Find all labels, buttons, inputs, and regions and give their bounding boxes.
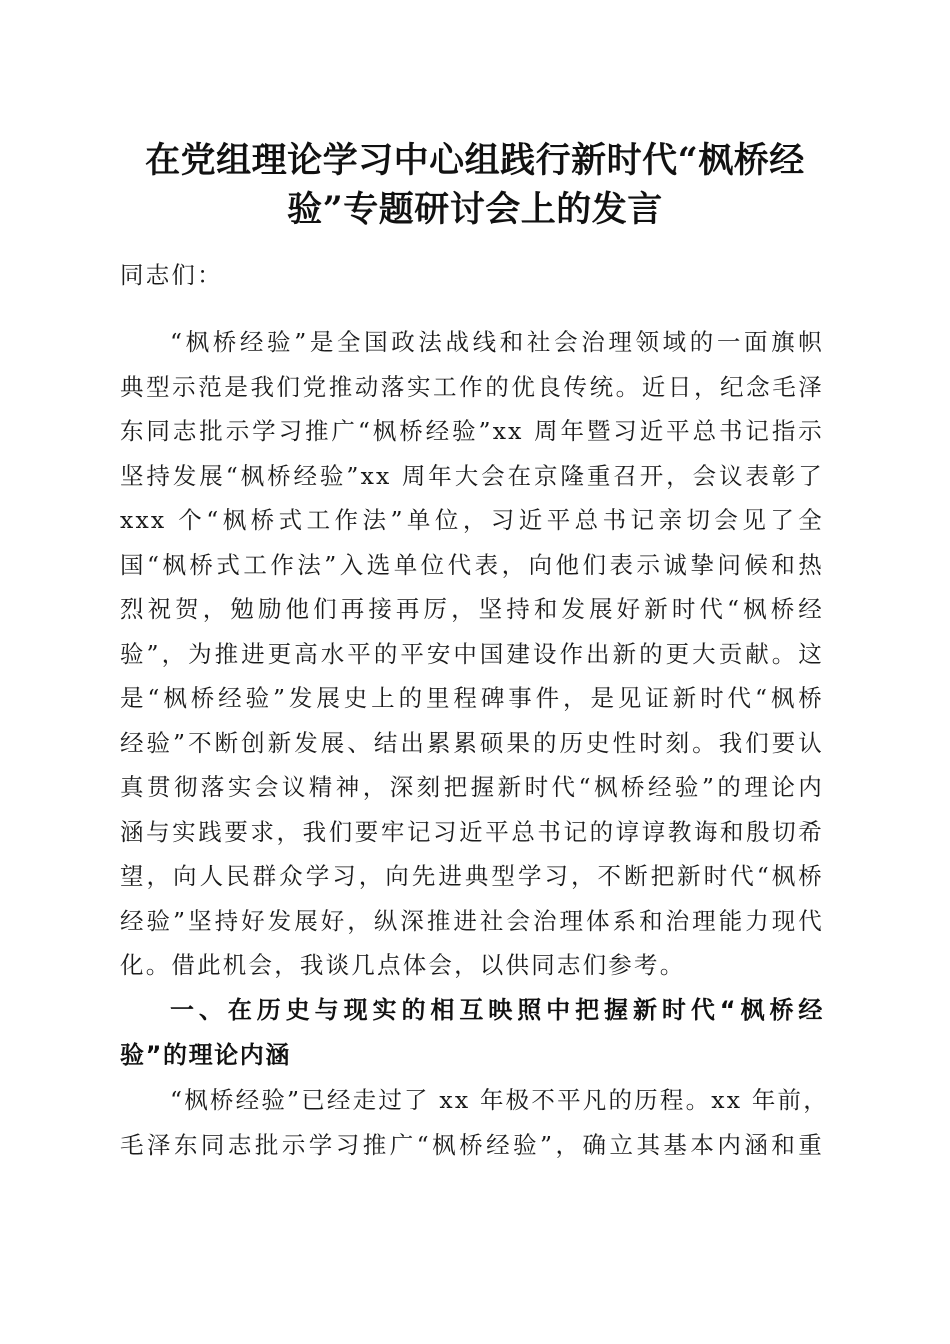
paragraph-line: 坚持发展“枫桥经验”xx 周年大会在京隆重召开，会议表彰了 xyxy=(120,461,824,490)
document-title xyxy=(110,136,840,234)
paragraph-line: 验”，为推进更高水平的平安中国建设作出新的更大贡献。这 xyxy=(120,639,824,668)
paragraph-line: xxx 个“枫桥式工作法”单位，习近平总书记亲切会见了全 xyxy=(120,506,824,534)
paragraph-line: 烈祝贺，勉励他们再接再厉，坚持和发展好新时代“枫桥经 xyxy=(120,595,824,623)
paragraph-section-1 xyxy=(120,1078,829,1167)
paragraph-line: 涵与实践要求，我们要牢记习近平总书记的谆谆教诲和殷切希 xyxy=(120,817,824,846)
heading-line: 一、在历史与现实的相互映照中把握新时代“枫桥经 xyxy=(170,996,824,1024)
paragraph-line: 化。借此机会，我谈几点体会，以供同志们参考。 xyxy=(120,951,686,979)
paragraph-line: “枫桥经验”已经走过了 xx 年极不平凡的历程。xx 年前， xyxy=(170,1086,829,1114)
salutation xyxy=(120,253,824,298)
paragraph-line: 东同志批示学习推广“枫桥经验”xx 周年暨习近平总书记指示 xyxy=(120,417,824,445)
paragraph-line: 毛泽东同志批示学习推广“枫桥经验”，确立其基本内涵和重 xyxy=(120,1130,824,1159)
paragraph-line: 经验”不断创新发展、结出累累硕果的历史性时刻。我们要认 xyxy=(120,728,824,757)
section-heading-1 xyxy=(120,988,824,1077)
paragraph-line: 望，向人民群众学习，向先进典型学习，不断把新时代“枫桥 xyxy=(120,862,824,890)
paragraph-line: 经验”坚持好发展好，纵深推进社会治理体系和治理能力现代 xyxy=(120,906,824,935)
paragraph-line: 是“枫桥经验”发展史上的里程碑事件，是见证新时代“枫桥 xyxy=(120,684,824,712)
paragraph-line: 国“枫桥式工作法”入选单位代表，向他们表示诚挚问候和热 xyxy=(120,550,824,579)
paragraph-line: 典型示范是我们党推动落实工作的优良传统。近日，纪念毛泽 xyxy=(120,372,824,401)
paragraph-line: 真贯彻落实会议精神，深刻把握新时代“枫桥经验”的理论内 xyxy=(120,773,824,801)
title-line: 验”专题研讨会上的发言 xyxy=(287,189,663,230)
paragraph-line: “枫桥经验”是全国政法战线和社会治理领域的一面旗帜 xyxy=(170,328,824,356)
title-line: 在党组理论学习中心组践行新时代“枫桥经 xyxy=(145,140,805,181)
heading-line: 验”的理论内涵 xyxy=(120,1040,291,1069)
paragraph-intro xyxy=(120,320,824,988)
salutation-text: 同志们： xyxy=(120,261,223,289)
